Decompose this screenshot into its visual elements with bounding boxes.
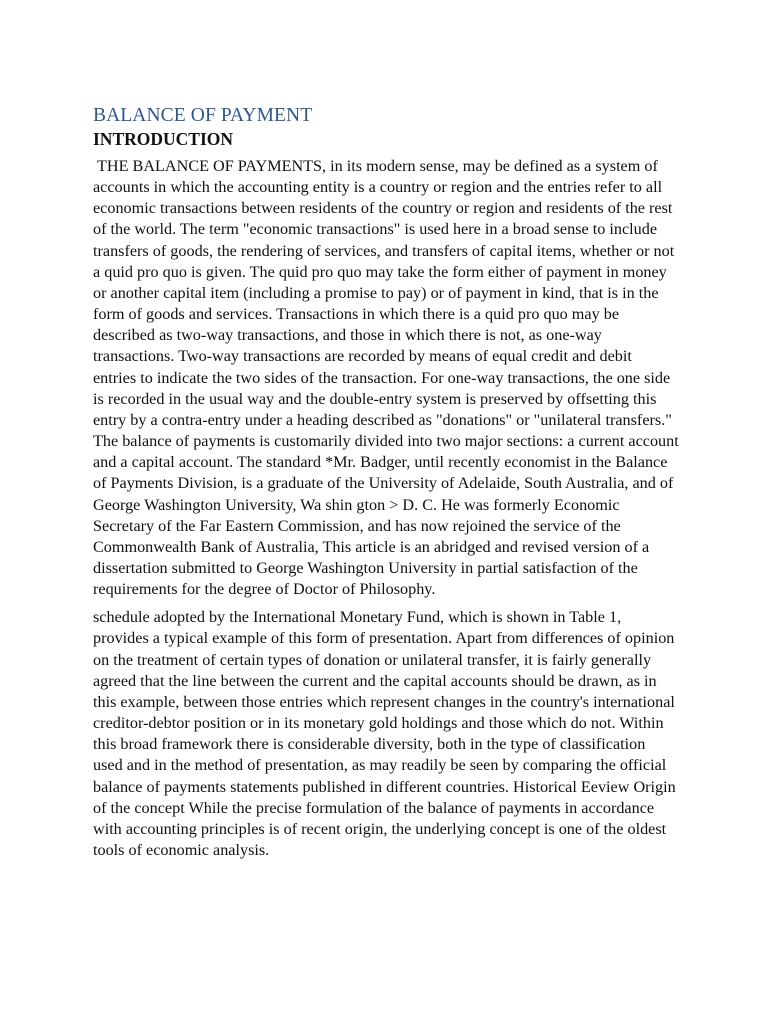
- section-heading: INTRODUCTION: [93, 129, 234, 149]
- paragraph-schedule: schedule adopted by the International Monetary Fund, which is shown in Table 1, provides a typical example of this form of presentation. Apart from differences of opinion on the treatment of certain types of donation or unilateral transfer, it is fairly generally agreed that the line between the current and the capital accounts should be drawn, as in this example, between those entries which represent changes in the country's international creditor-debtor position or in its monetary gold holdings and those which do not. Within this broad framework there is considerable diversity, both in the type of classification used and in the method of presentation, as may readily be seen by comparing the official balance of payments statements published in different countries. Historical Eeview Origin of the concept While the precise formulation of the balance of payments in accordance with accounting principles is of recent origin, the underlying concept is one of the oldest tools of economic analysis.: [93, 608, 676, 859]
- paragraph-introduction: THE BALANCE OF PAYMENTS, in its modern sense, may be defined as a system of accounts in which the accounting entity is a country or region and the entries refer to all economic transactions between residents of the country or region and residents of the rest of the world. The term "economic transactions" is used here in a broad sense to include transfers of goods, the rendering of services, and transfers of capital items, whether or not a quid pro quo is given. The quid pro quo may take the form either of payment in money or another capital item (including a promise to pay) or of payment in kind, that is in the form of goods and services. Transactions in which there is a quid pro quo may be described as two-way transactions, and those in which there is not, as one-way transactions. Two-way transactions are recorded by means of equal credit and debit entries to indicate the two sides of the transaction. For one-way transactions, the one side is recorded in the usual way and the double-entry system is preserved by offsetting this entry by a contra-entry under a heading described as "donations" or "unilateral transfers." The balance of payments is customarily divided into two major sections: a current account and a capital account. The standard *Mr. Badger, until recently economist in the Balance of Payments Division, is a graduate of the University of Adelaide, South Australia, and of George Washington University, Wa shin gton > D. C. He was formerly Economic Secretary of the Far Eastern Commission, and has now rejoined the service of the Commonwealth Bank of Australia, This article is an abridged and revised version of a dissertation submitted to George Washington University in partial satisfaction of the requirements for the degree of Doctor of Philosophy.: [93, 157, 683, 599]
- document-title: BALANCE OF PAYMENT: [93, 105, 313, 126]
- document-page: [93, 98, 683, 868]
